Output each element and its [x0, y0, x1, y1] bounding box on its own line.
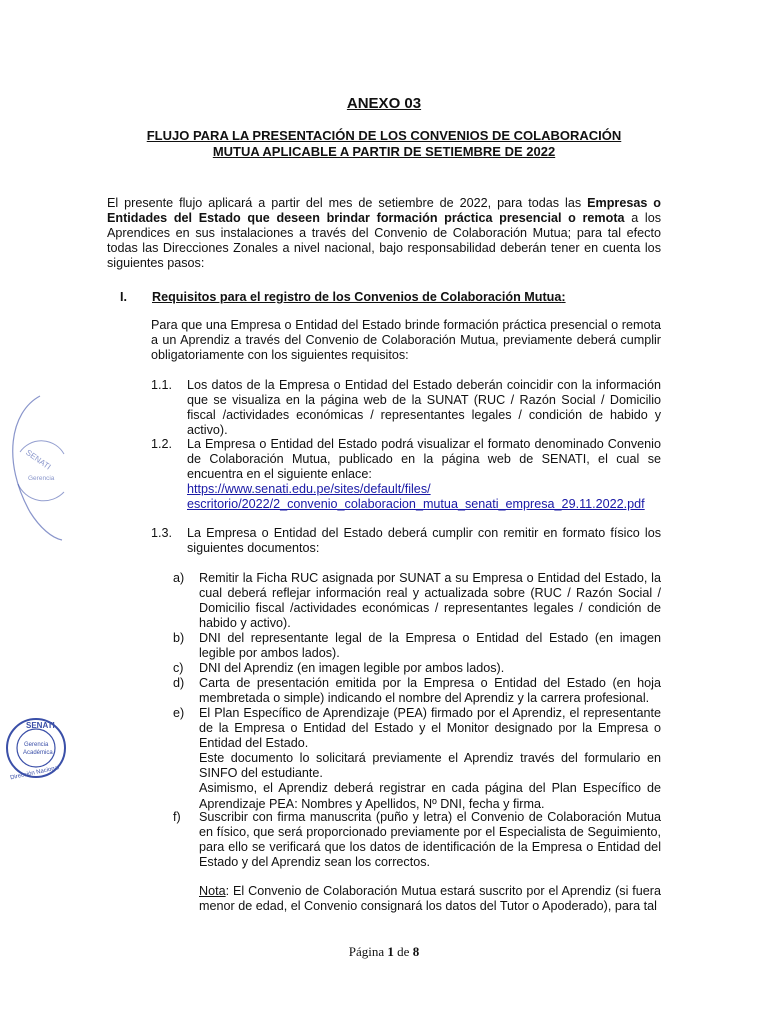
intro-text-1: El presente flujo aplicará a partir del mes de setiembre de 2022, para todas las: [107, 196, 588, 210]
sub-c-number: c): [173, 661, 184, 675]
sub-f-number: f): [173, 810, 181, 824]
document-subtitle: [100, 128, 668, 160]
item-1-3-text: La Empresa o Entidad del Estado deberá cumplir con remitir en formato físico los siguientes documentos:: [187, 526, 661, 556]
section-1-intro: Para que una Empresa o Entidad del Estado brinde formación práctica presencial o remota a un Aprendiz a través del Convenio de Colaboración Mutua, previamente deberá cumplir obligatoriamente con los siguientes requisitos:: [151, 318, 661, 363]
sub-a-number: a): [173, 571, 185, 585]
bottom-stamp-inner-2: Académica: [23, 750, 53, 756]
link-line-2[interactable]: escritorio/2022/2_convenio_colaboracion_mutua_senati_empresa_29.11.2022.pdf: [187, 497, 645, 512]
sub-e-paragraph-1: El Plan Específico de Aprendizaje (PEA) firmado por el Aprendiz, el representante de la Empresa o Entidad del Estado y el Monitor designado por la Empresa o Entidad del Estado.: [199, 706, 661, 751]
sub-d-number: d): [173, 676, 185, 690]
intro-text-bold: Empresas o Entidades del Estado que deseen brindar formación práctica presencial o remota: [107, 196, 661, 226]
sub-a-text: Remitir la Ficha RUC asignada por SUNAT a su Empresa o Entidad del Estado, la cual deberá reflejar información real y actualizada sobre (RUC / Razón Social / Domicilio fiscal /actividades económicas / representantes legales / condición de habido y activo).: [199, 571, 661, 631]
sub-e-text: [199, 706, 661, 812]
page-current: 1: [387, 944, 394, 959]
page-footer: [0, 944, 768, 959]
item-1-3-number: 1.3.: [151, 526, 173, 540]
sub-e-paragraph-2: Este documento lo solicitará previamente el Aprendiz través del formulario en SINFO del estudiante.: [199, 751, 661, 781]
note-paragraph: [199, 884, 661, 914]
sub-e-number: e): [173, 706, 185, 720]
sub-c-text: DNI del Aprendiz (en imagen legible por ambos lados).: [199, 661, 505, 675]
sub-b-number: b): [173, 631, 185, 645]
item-1-1-number: 1.1.: [151, 378, 173, 392]
senati-stamp-bottom-icon: [4, 712, 70, 784]
bottom-stamp-ring: Dirección Nacional: [9, 765, 60, 782]
page-of: de: [393, 944, 413, 959]
note-label: Nota: [199, 884, 226, 898]
bottom-stamp-label: SENATI: [26, 721, 55, 730]
sub-e-paragraph-3: Asimismo, el Aprendiz deberá registrar en cada página del Plan Específico de Aprendizaje PEA: Nombres y Apellidos, Nº DNI, fecha y firma.: [199, 781, 661, 811]
note-text: : El Convenio de Colaboración Mutua estará suscrito por el Aprendiz (si fuera menor de edad, el Convenio consignará los datos del Tutor o Apoderado), para tal: [199, 884, 661, 914]
subtitle-line-2: MUTUA APLICABLE A PARTIR DE SETIEMBRE DE 2022: [212, 144, 556, 159]
page-label: Página: [348, 944, 388, 959]
top-stamp-inner: Gerencia: [28, 475, 55, 482]
top-stamp-label: SENATI: [24, 447, 53, 472]
item-1-2-number: 1.2.: [151, 437, 173, 451]
section-1-title-colon: :: [561, 290, 566, 304]
intro-text-2: a los Aprendices en sus instalaciones a través del Convenio de Colaboración Mutua; para tal efecto todas las Direcciones Zonales a nivel nacional, bajo responsabilidad deberán tener en cuenta los siguientes pasos:: [107, 211, 661, 271]
section-1-title: [152, 290, 566, 305]
section-1-title-text: Requisitos para el registro de los Convenios de Colaboración Mutua: [152, 290, 562, 304]
subtitle-line-1: FLUJO PARA LA PRESENTACIÓN DE LOS CONVENIOS DE COLABORACIÓN: [146, 128, 622, 143]
annex-title: ANEXO 03: [346, 95, 422, 112]
intro-paragraph: [107, 196, 661, 271]
gerencia-stamp-top-icon: [0, 392, 70, 542]
page-total: 8: [412, 944, 420, 959]
link-line-1[interactable]: https://www.senati.edu.pe/sites/default/files/: [187, 482, 431, 497]
sub-f-text: Suscribir con firma manuscrita (puño y letra) el Convenio de Colaboración Mutua en físico, que será proporcionado previamente por el Especialista de Seguimiento, para ello se verificará que los datos de identificación de la Empresa o Entidad del Estado y del Aprendiz sean los correctos.: [199, 810, 661, 870]
section-1-number: I.: [120, 290, 127, 304]
item-1-1-text: Los datos de la Empresa o Entidad del Estado deberán coincidir con la información que se visualiza en la página web de la SUNAT (RUC / Razón Social / Domicilio fiscal /actividades económicas / representantes legales / condición de habido y activo).: [187, 378, 661, 438]
bottom-stamp-inner-1: Gerencia: [24, 742, 49, 748]
item-1-2-body: La Empresa o Entidad del Estado podrá visualizar el formato denominado Convenio de Colaboración Mutua, publicado en la página web de SENATI, el cual se encuentra en el siguiente enlace:: [187, 437, 661, 482]
sub-d-text: Carta de presentación emitida por la Empresa o Entidad del Estado (en hoja membretada o simple) indicando el nombre del Aprendiz y la carrera profesional.: [199, 676, 661, 706]
senati-agreement-link[interactable]: [187, 482, 661, 512]
sub-b-text: DNI del representante legal de la Empresa o Entidad del Estado (en imagen legible por ambos lados).: [199, 631, 661, 661]
item-1-2-text: [187, 437, 661, 512]
